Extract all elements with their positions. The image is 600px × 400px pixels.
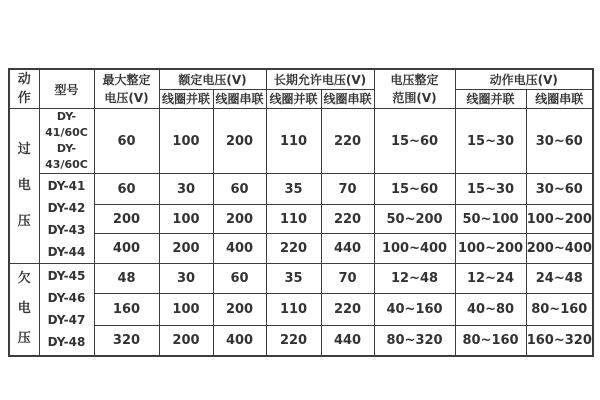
header-rated-coil-series: 线圈串联 bbox=[213, 89, 266, 108]
value-cell: 200 bbox=[159, 234, 213, 264]
header-model: 型号 bbox=[39, 69, 94, 109]
header-action bbox=[9, 69, 39, 109]
value-cell: 80~160 bbox=[455, 326, 526, 356]
value-cell: 12~48 bbox=[374, 264, 455, 294]
relay-spec-table bbox=[8, 68, 594, 357]
value-cell: 220 bbox=[321, 294, 374, 326]
value-cell: 160~320 bbox=[526, 326, 593, 356]
value-cell: 100~200 bbox=[455, 234, 526, 264]
header-setting-range-line2: 范围(V) bbox=[392, 91, 437, 105]
value-cell: 50~200 bbox=[374, 205, 455, 234]
value-cell: 35 bbox=[266, 264, 321, 294]
model-label: DY-47 bbox=[47, 313, 86, 328]
value-cell: 12~24 bbox=[455, 264, 526, 294]
value-cell: 35 bbox=[266, 174, 321, 205]
model-label: DY-42 bbox=[47, 200, 86, 215]
action-group-overvoltage bbox=[9, 109, 39, 264]
value-cell: 80~320 bbox=[374, 326, 455, 356]
action-overvoltage-label: 过电压 bbox=[17, 142, 31, 229]
value-cell: 110 bbox=[266, 109, 321, 174]
value-cell: 440 bbox=[321, 326, 374, 356]
value-cell: 440 bbox=[321, 234, 374, 264]
table-row bbox=[9, 174, 593, 205]
model-cell bbox=[39, 109, 94, 174]
value-cell: 15~60 bbox=[374, 109, 455, 174]
model-label: DY-44 bbox=[47, 244, 86, 259]
value-cell: 30 bbox=[159, 174, 213, 205]
value-cell: 60 bbox=[213, 174, 266, 205]
header-max-setting-line2: 电压(V) bbox=[104, 91, 149, 105]
value-cell: 100~400 bbox=[374, 234, 455, 264]
value-cell: 30 bbox=[159, 264, 213, 294]
value-cell: 400 bbox=[94, 234, 159, 264]
value-cell: 200 bbox=[159, 326, 213, 356]
value-cell: 220 bbox=[321, 109, 374, 174]
value-cell: 100 bbox=[159, 109, 213, 174]
header-operate-coil-series: 线圈串联 bbox=[526, 89, 593, 108]
value-cell: 70 bbox=[321, 174, 374, 205]
header-rated-coil-parallel: 线圈并联 bbox=[159, 89, 213, 108]
table-row bbox=[9, 294, 593, 326]
value-cell: 320 bbox=[94, 326, 159, 356]
header-action-label: 动作 bbox=[17, 72, 31, 106]
model-cell bbox=[39, 174, 94, 264]
value-cell: 15~60 bbox=[374, 174, 455, 205]
value-cell: 200 bbox=[213, 109, 266, 174]
header-longterm-coil-parallel: 线圈并联 bbox=[266, 89, 321, 108]
action-undervoltage-label: 欠电压 bbox=[17, 271, 31, 347]
header-setting-range bbox=[374, 69, 455, 109]
header-max-setting-line1: 最大整定 bbox=[102, 73, 151, 87]
model-label: DY-46 bbox=[47, 291, 86, 306]
header-operate-coil-parallel: 线圈并联 bbox=[455, 89, 526, 108]
value-cell: 30~60 bbox=[526, 109, 593, 174]
value-cell: 50~100 bbox=[455, 205, 526, 234]
table-row bbox=[9, 234, 593, 264]
header-max-setting bbox=[94, 69, 159, 109]
value-cell: 220 bbox=[266, 234, 321, 264]
header-setting-range-line1: 电压整定 bbox=[390, 73, 439, 87]
value-cell: 400 bbox=[213, 326, 266, 356]
value-cell: 200~400 bbox=[526, 234, 593, 264]
value-cell: 110 bbox=[266, 294, 321, 326]
value-cell: 400 bbox=[213, 234, 266, 264]
value-cell: 15~30 bbox=[455, 174, 526, 205]
model-label: DY-41 bbox=[47, 178, 86, 193]
value-cell: 100~200 bbox=[526, 205, 593, 234]
value-cell: 24~48 bbox=[526, 264, 593, 294]
value-cell: 200 bbox=[94, 205, 159, 234]
header-longterm-voltage: 长期允许电压(V) bbox=[266, 69, 374, 89]
value-cell: 60 bbox=[213, 264, 266, 294]
header-longterm-coil-series: 线圈串联 bbox=[321, 89, 374, 108]
value-cell: 220 bbox=[321, 205, 374, 234]
header-operate-voltage: 动作电压(V) bbox=[455, 69, 593, 89]
value-cell: 100 bbox=[159, 205, 213, 234]
header-rated-voltage: 额定电压(V) bbox=[159, 69, 266, 89]
value-cell: 200 bbox=[213, 205, 266, 234]
action-group-undervoltage bbox=[9, 264, 39, 356]
model-label: DY-41/60C bbox=[45, 110, 88, 139]
value-cell: 100 bbox=[159, 294, 213, 326]
value-cell: 40~160 bbox=[374, 294, 455, 326]
value-cell: 40~80 bbox=[455, 294, 526, 326]
header-row-top bbox=[9, 69, 593, 89]
value-cell: 160 bbox=[94, 294, 159, 326]
value-cell: 60 bbox=[94, 174, 159, 205]
value-cell: 80~160 bbox=[526, 294, 593, 326]
value-cell: 30~60 bbox=[526, 174, 593, 205]
model-label: DY-48 bbox=[47, 335, 86, 350]
value-cell: 15~30 bbox=[455, 109, 526, 174]
value-cell: 110 bbox=[266, 205, 321, 234]
model-cell bbox=[39, 264, 94, 356]
value-cell: 220 bbox=[266, 326, 321, 356]
model-label: DY-43 bbox=[47, 222, 86, 237]
table-row bbox=[9, 109, 593, 174]
model-label: DY-43/60C bbox=[45, 142, 88, 171]
table-row bbox=[9, 326, 593, 356]
value-cell: 70 bbox=[321, 264, 374, 294]
value-cell: 48 bbox=[94, 264, 159, 294]
model-label: DY-45 bbox=[47, 269, 86, 284]
table-row bbox=[9, 205, 593, 234]
value-cell: 200 bbox=[213, 294, 266, 326]
table-row bbox=[9, 264, 593, 294]
value-cell: 60 bbox=[94, 109, 159, 174]
